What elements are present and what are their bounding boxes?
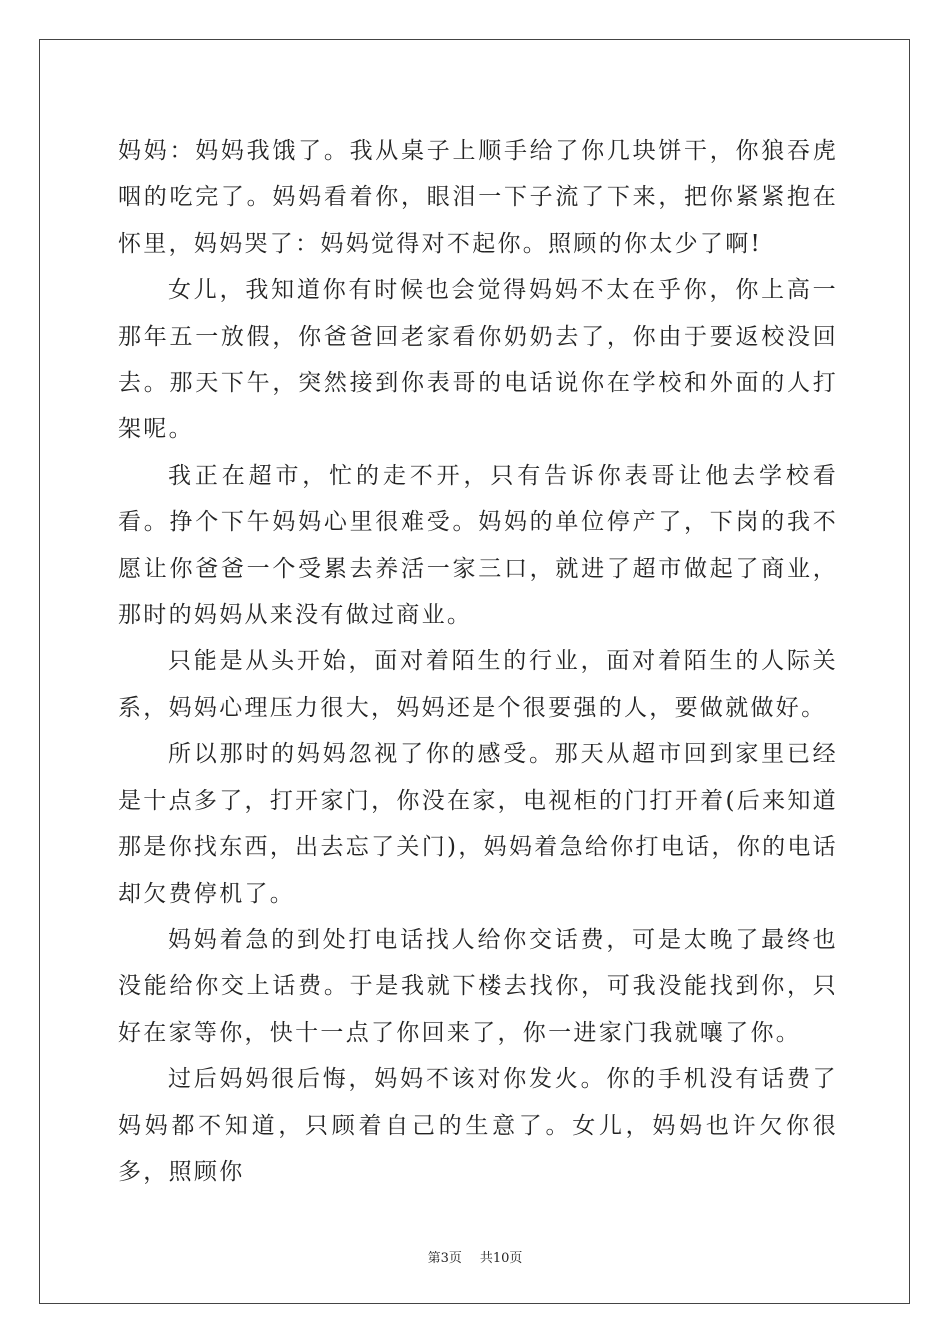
page-total: 共10页 [479, 1251, 523, 1266]
paragraph-1: 妈妈：妈妈我饿了。我从桌子上顺手给了你几块饼干，你狼吞虎咽的吃完了。妈妈看着你，眼泪一下子流了下来，把你紧紧抱在怀里，妈妈哭了：妈妈觉得对不起你。照顾的你太少了啊! [118, 138, 838, 257]
page-footer [0, 1247, 950, 1266]
paragraph-5: 所以那时的妈妈忽视了你的感受。那天从超市回到家里已经是十点多了，打开家门，你没在家，电视柜的门打开着(后来知道那是你找东西，出去忘了关门)，妈妈着急给你打电话，你的电话却欠费停机了。 [118, 741, 838, 907]
paragraph-2: 女儿，我知道你有时候也会觉得妈妈不太在乎你，你上高一那年五一放假，你爸爸回老家看你奶奶去了，你由于要返校没回去。那天下午，突然接到你表哥的电话说你在学校和外面的人打架呢。 [118, 277, 838, 443]
paragraph-4: 只能是从头开始，面对着陌生的行业，面对着陌生的人际关系，妈妈心理压力很大，妈妈还是个很要强的人，要做就做好。 [118, 648, 838, 721]
paragraph-6: 妈妈着急的到处打电话找人给你交话费，可是太晚了最终也没能给你交上话费。于是我就下楼去找你，可我没能找到你，只好在家等你，快十一点了你回来了，你一进家门我就嚷了你。 [118, 926, 838, 1046]
page-number: 第3页 [427, 1251, 462, 1266]
paragraph-7: 过后妈妈很后悔，妈妈不该对你发火。你的手机没有话费了妈妈都不知道，只顾着自己的生意了。女儿，妈妈也许欠你很多，照顾你 [118, 1066, 838, 1185]
paragraph-3: 我正在超市，忙的走不开，只有告诉你表哥让他去学校看看。挣个下午妈妈心里很难受。妈妈的单位停产了，下岗的我不愿让你爸爸一个受累去养活一家三口，就进了超市做起了商业，那时的妈妈从来没有做过商业。 [118, 462, 838, 629]
document-body [118, 128, 838, 1195]
